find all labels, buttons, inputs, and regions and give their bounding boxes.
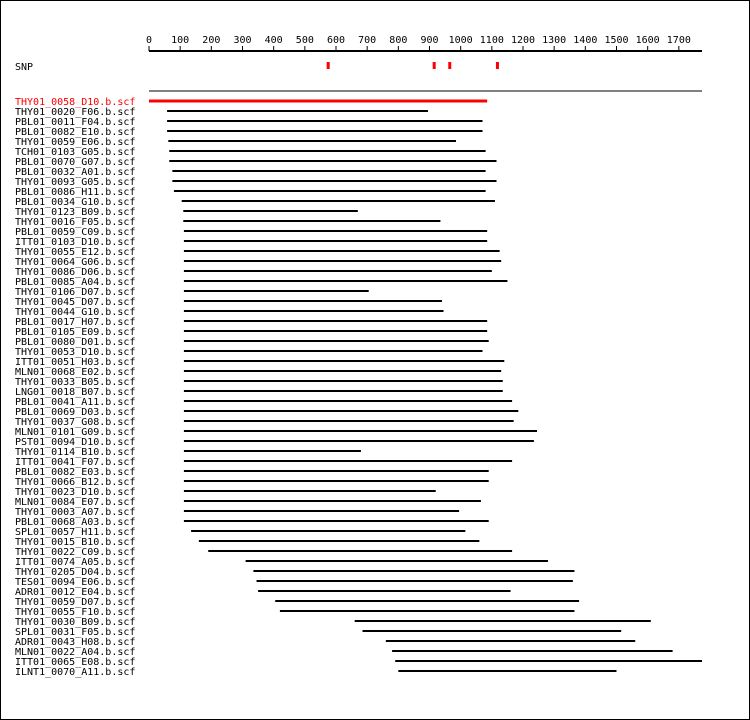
read-name-label: SPL01_0031_F05.b.scf <box>15 627 136 638</box>
read-name-label: THY01_0016_F05.b.scf <box>15 217 136 228</box>
read-name-label: SPL01_0057_H11.b.scf <box>15 527 136 538</box>
read-name-label: THY01_0033_B05.b.scf <box>15 377 136 388</box>
read-name-label: THY01_0055_F10.b.scf <box>15 607 136 618</box>
read-name-label: THY01_0020_F06.b.scf <box>15 107 136 118</box>
read-name-label: THY01_0066_B12.b.scf <box>15 477 136 488</box>
read-name-label: THY01_0003_A07.b.scf <box>15 507 136 518</box>
ruler-tick-label: 1200 <box>510 35 536 46</box>
read-name-label: MLN01_0068_E02.b.scf <box>15 367 136 378</box>
snp-label: SNP <box>15 62 34 73</box>
ruler-tick-label: 1300 <box>542 35 567 46</box>
read-name-label: PBL01_0059_C09.b.scf <box>15 227 136 238</box>
read-name-label: THY01_0023_D10.b.scf <box>15 487 136 498</box>
read-name-label: MLN01_0101_G09.b.scf <box>15 427 136 438</box>
read-name-label: THY01_0059_E06.b.scf <box>15 137 136 148</box>
read-name-label: THY01_0123_B09.b.scf <box>15 207 136 218</box>
read-name-label: THY01_0055_E12.b.scf <box>15 247 136 258</box>
ruler-tick-label: 300 <box>233 35 252 46</box>
read-name-label: PBL01_0032_A01.b.scf <box>15 167 136 178</box>
snp-marker <box>496 62 499 69</box>
read-name-label: PBL01_0082_E03.b.scf <box>15 467 136 478</box>
read-name-label: THY01_0045_D07.b.scf <box>15 297 136 308</box>
read-name-label: ADR01_0012_E04.b.scf <box>15 587 136 598</box>
read-name-label: MLN01_0022_A04.b.scf <box>15 647 136 658</box>
snp-marker <box>448 62 451 69</box>
read-name-label: PBL01_0068_A03.b.scf <box>15 517 136 528</box>
read-name-label: PBL01_0011_F04.b.scf <box>15 117 136 128</box>
ruler-tick-label: 200 <box>202 35 221 46</box>
read-name-label: THY01_0058_D10.b.scf <box>15 97 136 108</box>
read-name-label: TES01_0094_E06.b.scf <box>15 577 136 588</box>
read-name-label: ILNT1_0070_A11.b.scf <box>15 667 136 678</box>
read-name-label: MLN01_0084_E07.b.scf <box>15 497 136 508</box>
ruler-tick-label: 1400 <box>573 35 598 46</box>
read-name-label: ADR01_0043_H08.b.scf <box>15 637 136 648</box>
ruler-tick-label: 900 <box>420 35 439 46</box>
read-name-label: ITT01_0041_F07.b.scf <box>15 457 136 468</box>
read-name-label: THY01_0059_D07.b.scf <box>15 597 136 608</box>
read-name-label: PBL01_0086_H11.b.scf <box>15 187 136 198</box>
snp-markers <box>327 62 499 69</box>
ruler-tick-label: 1600 <box>635 35 660 46</box>
read-name-label: PBL01_0069_D03.b.scf <box>15 407 136 418</box>
read-name-label: ITT01_0051_H03.b.scf <box>15 357 136 368</box>
ruler-tick-label: 1700 <box>666 35 691 46</box>
read-name-label: TCH01_0103_G05.b.scf <box>15 147 136 158</box>
ruler-tick-label: 100 <box>171 35 190 46</box>
ruler-tick-label: 0 <box>145 35 153 46</box>
read-name-label: PBL01_0034_G10.b.scf <box>15 197 136 208</box>
ruler-tick-label: 1100 <box>479 35 504 46</box>
read-name-label: THY01_0037_G08.b.scf <box>15 417 136 428</box>
read-name-label: THY01_0015_B10.b.scf <box>15 537 136 548</box>
alignment-chart <box>1 1 749 719</box>
read-name-label: THY01_0053_D10.b.scf <box>15 347 136 358</box>
ruler-tick-label: 500 <box>295 35 314 46</box>
read-name-label: PBL01_0041_A11.b.scf <box>15 397 136 408</box>
read-name-label: THY01_0114_B10.b.scf <box>15 447 136 458</box>
read-name-label: THY01_0106_D07.b.scf <box>15 287 136 298</box>
snp-marker <box>433 62 436 69</box>
read-name-label: ITT01_0103_D10.b.scf <box>15 237 136 248</box>
ruler-tick-label: 700 <box>358 35 377 46</box>
read-name-label: PBL01_0070_G07.b.scf <box>15 157 136 168</box>
read-name-label: PBL01_0085_A04.b.scf <box>15 277 136 288</box>
read-name-label: THY01_0030_B09.b.scf <box>15 617 136 628</box>
ruler-ticks <box>146 35 691 51</box>
ruler-tick-label: 1000 <box>448 35 473 46</box>
read-name-label: PBL01_0082_E10.b.scf <box>15 127 136 138</box>
read-name-label: PST01_0094_D10.b.scf <box>15 437 136 448</box>
read-name-label: PBL01_0105_E09.b.scf <box>15 327 136 338</box>
read-name-label: LNG01_0018_B07.b.scf <box>15 387 136 398</box>
read-name-label: ITT01_0074_A05.b.scf <box>15 557 136 568</box>
ruler-tick-label: 400 <box>264 35 283 46</box>
read-tracks <box>15 97 702 678</box>
read-name-label: PBL01_0017_H07.b.scf <box>15 317 136 328</box>
read-name-label: THY01_0205_D04.b.scf <box>15 567 136 578</box>
read-name-label: PBL01_0080_D01.b.scf <box>15 337 136 348</box>
ruler-tick-label: 1500 <box>604 35 629 46</box>
read-name-label: THY01_0022_C09.b.scf <box>15 547 136 558</box>
ruler-tick-label: 800 <box>389 35 408 46</box>
read-name-label: THY01_0086_D06.b.scf <box>15 267 136 278</box>
read-name-label: THY01_0093_G05.b.scf <box>15 177 136 188</box>
snp-marker <box>327 62 330 69</box>
read-name-label: THY01_0044_G10.b.scf <box>15 307 136 318</box>
read-name-label: THY01_0064_G06.b.scf <box>15 257 136 268</box>
ruler-tick-label: 600 <box>326 35 346 46</box>
read-name-label: ITT01_0065_E08.b.scf <box>15 657 136 668</box>
